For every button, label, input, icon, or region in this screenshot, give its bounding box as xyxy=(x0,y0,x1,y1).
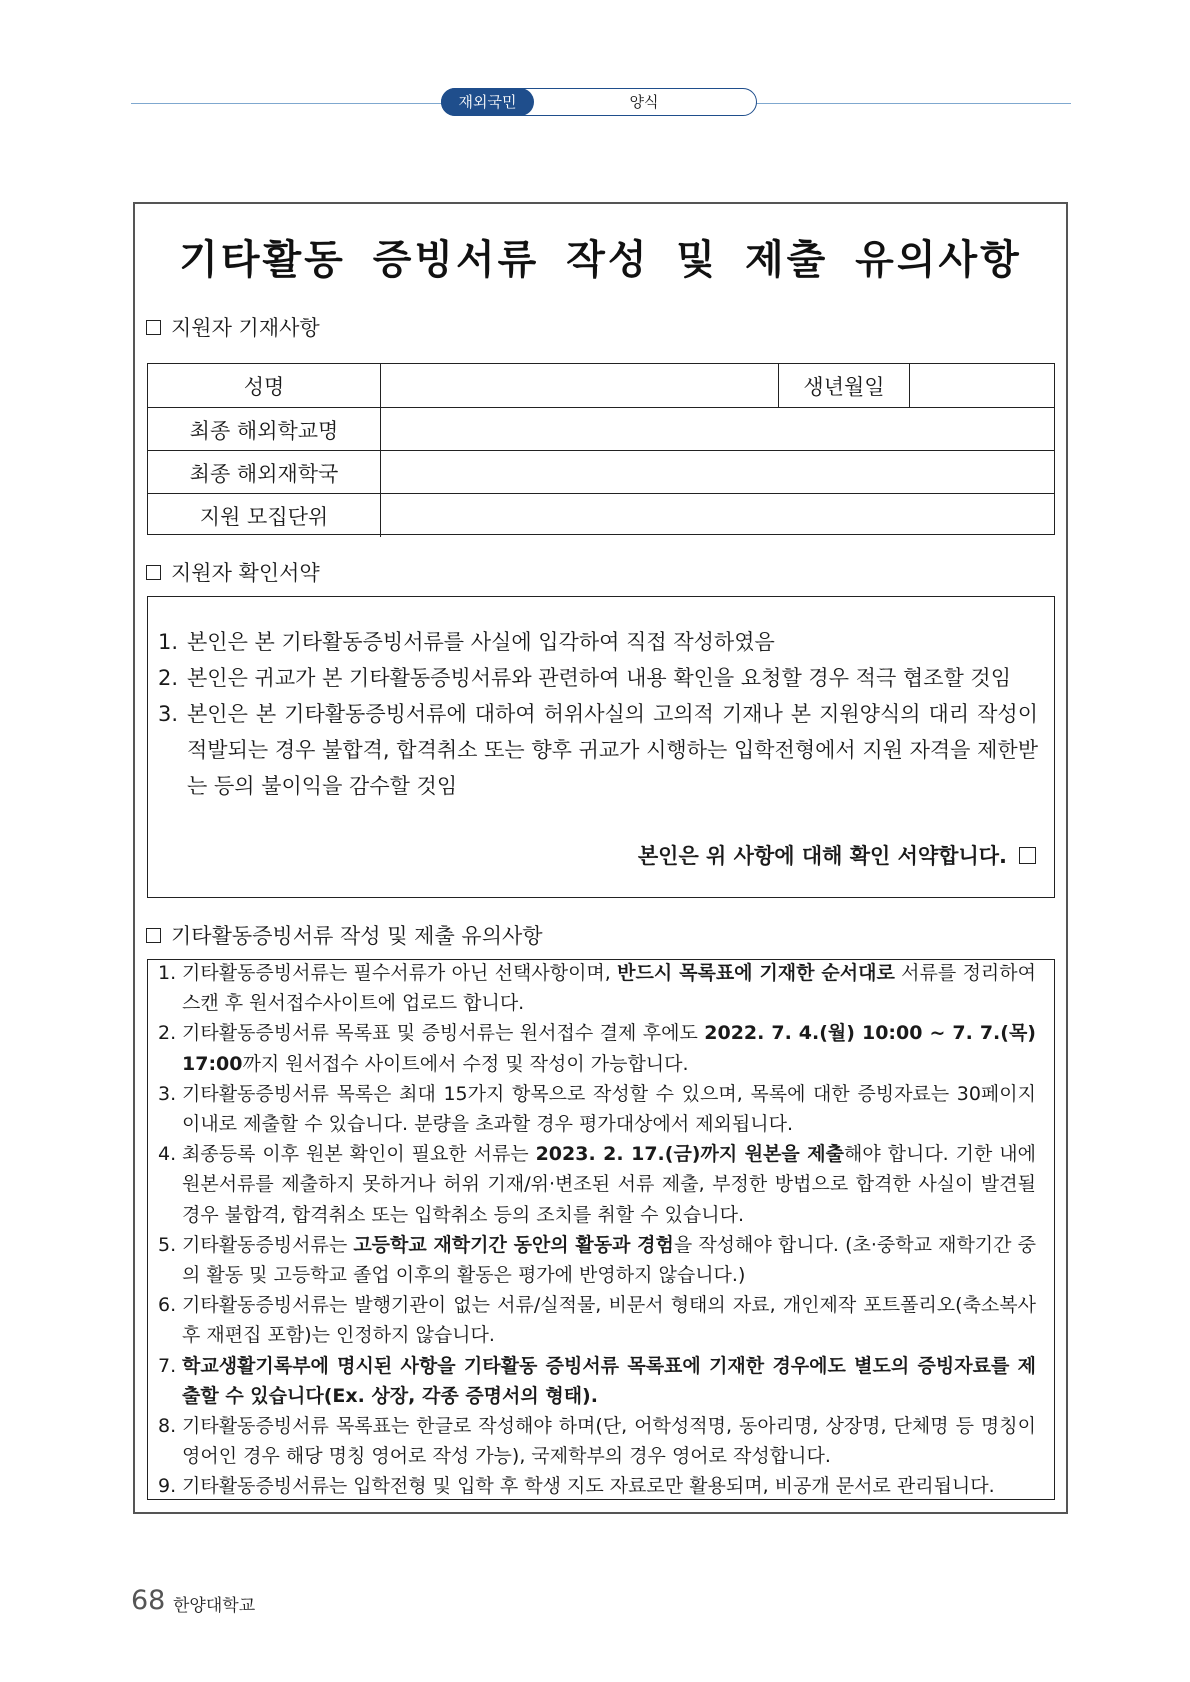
list-item xyxy=(158,1411,1036,1471)
item-number: 5. xyxy=(158,1233,177,1256)
list-item xyxy=(158,958,1036,1018)
unit-label: 지원 모집단위 xyxy=(148,494,381,537)
checkbox-icon xyxy=(146,320,161,335)
item-text: 최종등록 이후 원본 확인이 필요한 서류는 xyxy=(182,1143,536,1166)
list-item xyxy=(158,624,1038,660)
list-item xyxy=(158,1139,1036,1230)
item-text: 본인은 본 기타활동증빙서류를 사실에 입각하여 직접 작성하였음 xyxy=(187,630,775,654)
item-number: 2. xyxy=(158,1022,177,1045)
list-item xyxy=(158,1351,1036,1411)
item-number: 3. xyxy=(158,702,179,726)
pledge-statement: 본인은 위 사항에 대해 확인 서약합니다. xyxy=(637,844,1007,868)
pledge-section-label: 지원자 확인서약 xyxy=(171,561,320,585)
checkbox-icon xyxy=(146,565,161,580)
item-text: 기타활동증빙서류 목록표 및 증빙서류는 원서접수 결제 후에도 xyxy=(182,1022,705,1045)
table-row xyxy=(148,493,1054,537)
item-text: 해야 합니다. 기한 내에 원본서류를 제출하지 못하거나 허위 기재/위·변조된 서류 제출, 부정한 방법으로 합격한 사실이 발견될 경우 불합격, 합격취소 또는 입학취소 등의 조치를 취할 수 있습니다. xyxy=(182,1143,1036,1226)
item-text: 까지 원서접수 사이트에서 수정 및 작성이 가능합니다. xyxy=(242,1052,689,1075)
item-emphasis: 학교생활기록부에 명시된 사항을 기타활동 증빙서류 목록표에 기재한 경우에도 별도의 증빙자료를 제출할 수 있습니다(Ex. 상장, 각종 증명서의 형태). xyxy=(182,1354,1036,1407)
item-number: 4. xyxy=(158,1143,177,1166)
notes-section-label: 기타활동증빙서류 작성 및 제출 유의사항 xyxy=(171,924,543,948)
name-field[interactable] xyxy=(381,364,779,407)
header-tab-category: 재외국민 xyxy=(441,88,534,116)
last-school-field[interactable] xyxy=(381,408,1054,451)
page-number: 68 xyxy=(131,1585,166,1616)
item-number: 1. xyxy=(158,962,177,984)
birthdate-field[interactable] xyxy=(910,364,1053,407)
header-tab-section: 양식 xyxy=(629,93,659,111)
pledge-list xyxy=(158,624,1038,804)
last-school-label: 최종 해외학교명 xyxy=(148,408,381,451)
unit-field[interactable] xyxy=(381,494,1054,537)
list-item xyxy=(158,1471,1036,1501)
item-emphasis: 고등학교 재학기간 동안의 활동과 경험 xyxy=(353,1233,674,1256)
pledge-checkbox[interactable] xyxy=(1019,847,1036,864)
item-number: 1. xyxy=(158,630,179,654)
checkbox-icon xyxy=(146,928,161,943)
table-row xyxy=(148,450,1054,494)
page-title: 기타활동 증빙서류 작성 및 제출 유의사항 xyxy=(179,237,1022,283)
table-row xyxy=(148,364,1054,407)
applicant-section-label: 지원자 기재사항 xyxy=(171,316,320,340)
item-text: 기타활동증빙서류는 xyxy=(182,1233,354,1256)
birthdate-label: 생년월일 xyxy=(779,364,910,407)
list-item xyxy=(158,1018,1036,1078)
item-emphasis: 2023. 2. 17.(금)까지 원본을 제출 xyxy=(535,1143,844,1166)
last-country-label: 최종 해외재학국 xyxy=(148,451,381,494)
item-text: 본인은 귀교가 본 기타활동증빙서류와 관련하여 내용 확인을 요청할 경우 적극 협조할 것임 xyxy=(187,666,1012,690)
item-text: 서류를 정리하여 스캔 후 원서접수사이트에 업로드 합니다. xyxy=(182,962,1036,1015)
table-row xyxy=(148,407,1054,451)
applicant-section-heading xyxy=(146,312,320,342)
pledge-signature-line xyxy=(560,840,1036,870)
item-text: 기타활동증빙서류 목록표는 한글로 작성해야 하며(단, 어학성적명, 동아리명, 상장명, 단체명 등 명칭이 영어인 경우 해당 명칭 영어로 작성 가능), 국제학부의 경우 영어로 작성합니다. xyxy=(182,1415,1036,1468)
list-item xyxy=(158,660,1038,696)
item-number: 8. xyxy=(158,1415,177,1438)
list-item xyxy=(158,696,1038,804)
item-number: 9. xyxy=(158,1475,177,1498)
list-item xyxy=(158,1079,1036,1139)
item-emphasis: 2022. 7. 4.(월) 10:00 ~ 7. 7.(목) 17:00 xyxy=(182,1022,1036,1075)
item-text: 기타활동증빙서류는 발행기관이 없는 서류/실적물, 비문서 형태의 자료, 개인제작 포트폴리오(축소복사 후 재편집 포함)는 인정하지 않습니다. xyxy=(182,1294,1036,1347)
notes-section-heading xyxy=(146,920,543,950)
notes-list xyxy=(158,958,1036,1502)
footer-school-name: 한양대학교 xyxy=(173,1596,256,1616)
list-item xyxy=(158,1230,1036,1290)
last-country-field[interactable] xyxy=(381,451,1054,494)
item-number: 7. xyxy=(158,1354,177,1377)
item-text: 기타활동증빙서류는 입학전형 및 입학 후 학생 지도 자료로만 활용되며, 비공개 문서로 관리됩니다. xyxy=(182,1475,995,1498)
item-text: 기타활동증빙서류 목록은 최대 15가지 항목으로 작성할 수 있으며, 목록에 대한 증빙자료는 30페이지 이내로 제출할 수 있습니다. 분량을 초과할 경우 평가대상에서 제외됩니다. xyxy=(182,1082,1036,1136)
item-emphasis: 반드시 목록표에 기재한 순서대로 xyxy=(617,962,895,984)
item-text: 기타활동증빙서류는 필수서류가 아닌 선택사항이며, xyxy=(182,962,618,984)
applicant-info-table xyxy=(147,363,1055,535)
name-label: 성명 xyxy=(148,364,381,407)
item-number: 6. xyxy=(158,1294,177,1317)
item-number: 3. xyxy=(158,1082,177,1105)
pledge-section-heading xyxy=(146,557,320,587)
item-text: 본인은 본 기타활동증빙서류에 대하여 허위사실의 고의적 기재나 본 지원양식의 대리 작성이 적발되는 경우 불합격, 합격취소 또는 향후 귀교가 시행하는 입학전형에서 지원 자격을 제한받는 등의 불이익을 감수할 것임 xyxy=(187,702,1038,798)
list-item xyxy=(158,1290,1036,1350)
item-text: 을 작성해야 합니다. (초·중학교 재학기간 중의 활동 및 고등학교 졸업 이후의 활동은 평가에 반영하지 않습니다.) xyxy=(182,1233,1036,1287)
item-number: 2. xyxy=(158,666,179,690)
